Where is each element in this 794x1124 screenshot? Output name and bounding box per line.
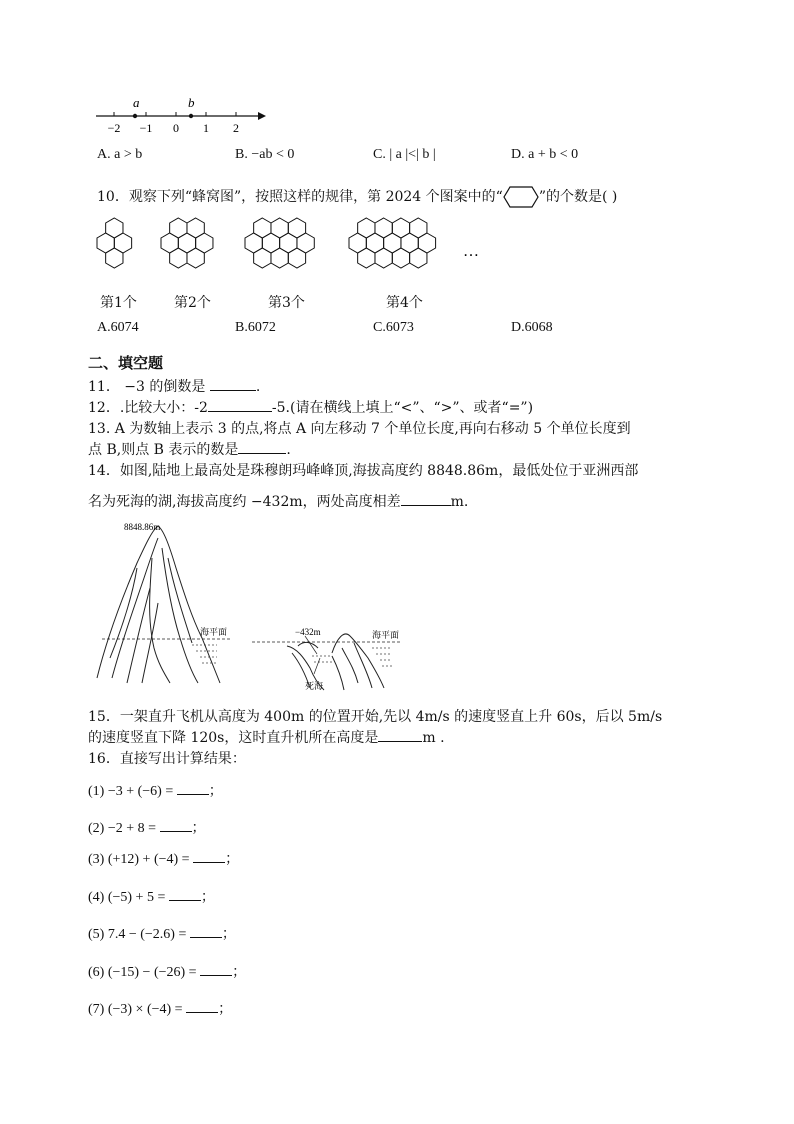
q11-text-end: . xyxy=(255,379,261,395)
q12-text-end: -5.(请在横线上填上“<”、“>”、或者“=”) xyxy=(271,400,534,416)
q16-item-text: (6) (−15) − (−26) = xyxy=(88,965,197,980)
q12-answer-blank[interactable] xyxy=(208,399,272,412)
q15-text-end: m . xyxy=(422,730,445,746)
q11-text: 11． −3 的倒数是 xyxy=(88,379,206,395)
honeycomb-figures xyxy=(85,212,505,287)
q16-item-text: (2) −2 + 8 = xyxy=(88,821,157,836)
water-hatching-right xyxy=(312,648,392,666)
q16-answer-blank[interactable] xyxy=(160,819,192,832)
section-title: 二、填空题 xyxy=(88,354,164,372)
honeycomb-figure-4 xyxy=(349,218,436,268)
q12 xyxy=(88,397,533,417)
q16-item-3 xyxy=(88,848,239,868)
q15-line1: 15．一架直升飞机从高度为 400m 的位置开始,先以 4m/s 的速度竖直上升 60s，后以 5m/s xyxy=(88,709,663,725)
q16-item-text: (1) −3 + (−6) = xyxy=(88,784,174,799)
q10-text-before: 10．观察下列“蜂窝图”，按照这样的规律，第 2024 个图案中的“ xyxy=(97,189,503,205)
q15-line2 xyxy=(88,727,445,747)
q15-text: 的速度竖直下降 120s，这时直升机所在高度是 xyxy=(88,730,379,746)
q14-text-end: m. xyxy=(450,494,469,510)
q10-option-b[interactable]: B.6072 xyxy=(235,320,276,335)
honeycomb-cell xyxy=(187,248,204,268)
q16-item-6 xyxy=(88,961,246,981)
sea-level-label-right: 海平面 xyxy=(372,630,400,640)
q13-text-end: . xyxy=(286,442,291,458)
q14-line1: 14．如图,陆地上最高处是珠穆朗玛峰峰顶,海拔高度约 8848.86m，最低处位于亚洲西部 xyxy=(88,463,639,479)
q11-answer-blank[interactable] xyxy=(210,378,256,391)
number-line-arrow xyxy=(258,112,266,120)
dead-sea-label: 死海 xyxy=(305,681,324,691)
honeycomb-figure-3 xyxy=(245,218,314,268)
q9-options xyxy=(97,147,697,167)
honeycomb-ellipsis: … xyxy=(463,243,479,260)
number-line-tick-label: 1 xyxy=(203,121,209,135)
q9-option-c[interactable]: C. | a |<| b | xyxy=(373,147,436,162)
everest-mountain xyxy=(97,526,220,683)
q9-option-d[interactable]: D. a + b < 0 xyxy=(511,147,579,162)
figure-label-1: 第1个 xyxy=(100,295,137,311)
q16-item-5 xyxy=(88,923,236,943)
q10-option-a[interactable]: A.6074 xyxy=(97,320,139,335)
point-b-label: b xyxy=(188,95,195,110)
number-line-tick-label: 2 xyxy=(233,121,239,135)
point-a-dot xyxy=(133,114,137,118)
honeycomb-figure-1 xyxy=(97,218,132,268)
q16-end-mark: ； xyxy=(232,965,247,980)
q9-option-b[interactable]: B. −ab < 0 xyxy=(235,147,295,162)
honeycomb-cell xyxy=(358,248,375,268)
q16-end-mark: ； xyxy=(208,784,223,799)
q16-item-1 xyxy=(88,780,223,800)
number-line-tick-label: 0 xyxy=(173,121,179,135)
honeycomb-cell xyxy=(375,248,392,268)
number-line-tick-label: −2 xyxy=(107,121,121,135)
honeycomb-cell xyxy=(392,248,409,268)
q10-options xyxy=(97,320,697,340)
figure-label-3: 第3个 xyxy=(268,295,305,311)
q16-item-text: (3) (+12) + (−4) = xyxy=(88,852,190,867)
figure-label-2: 第2个 xyxy=(174,295,211,311)
q16-item-text: (4) (−5) + 5 = xyxy=(88,890,166,905)
dead-sea-pointer xyxy=(314,658,320,674)
q16-item-7 xyxy=(88,998,232,1018)
q16-item-text: (7) (−3) × (−4) = xyxy=(88,1002,183,1017)
q16-item-text: (5) 7.4 − (−2.6) = xyxy=(88,927,187,942)
q14-answer-blank[interactable] xyxy=(401,493,451,506)
sea-level-label-left: 海平面 xyxy=(200,627,228,637)
q14-line2 xyxy=(88,491,468,511)
number-line-figure xyxy=(90,94,280,138)
q13-text: 点 B,则点 B 表示的数是 xyxy=(88,442,239,458)
honeycomb-cell xyxy=(254,248,271,268)
figure-label-4: 第4个 xyxy=(386,295,423,311)
number-line-tick-label: −1 xyxy=(139,121,153,135)
q13-line2 xyxy=(88,439,291,459)
q16-item-4 xyxy=(88,886,215,906)
point-b-dot xyxy=(189,114,193,118)
lake-depth-label: −432m xyxy=(295,627,321,637)
q16-intro: 16．直接写出计算结果： xyxy=(88,751,246,767)
q10-option-c[interactable]: C.6073 xyxy=(373,320,414,335)
q13-line1: 13. A 为数轴上表示 3 的点,将点 A 向左移动 7 个单位长度,再向右移动 5 个单位长度到 xyxy=(88,421,631,437)
q10-text-after: ”的个数是( ) xyxy=(538,189,618,205)
point-a-label: a xyxy=(133,95,140,110)
q16-answer-blank[interactable] xyxy=(177,782,209,795)
honeycomb-cell xyxy=(288,248,305,268)
honeycomb-cell xyxy=(170,248,187,268)
honeycomb-cell xyxy=(271,248,288,268)
q10-option-d[interactable]: D.6068 xyxy=(511,320,553,335)
peak-label: 8848.86m xyxy=(124,522,161,532)
q12-text: 12．.比较大小：-2 xyxy=(88,400,208,416)
q16-end-mark: ； xyxy=(221,927,236,942)
q15-answer-blank[interactable] xyxy=(378,729,422,742)
q16-end-mark: ； xyxy=(225,852,240,867)
q16-answer-blank[interactable] xyxy=(190,925,222,938)
honeycomb-labels xyxy=(0,292,794,312)
honeycomb-cell xyxy=(106,248,123,268)
honeycomb-cell xyxy=(410,248,427,268)
q16-end-mark: ； xyxy=(200,890,215,905)
q10-stem xyxy=(97,186,617,208)
honeycomb-figure-2 xyxy=(161,218,213,268)
q16-end-mark: ； xyxy=(218,1002,233,1017)
elevation-figure xyxy=(92,518,422,698)
q9-option-a[interactable]: A. a > b xyxy=(97,147,143,162)
hexagon-icon xyxy=(503,186,539,208)
q16-answer-blank[interactable] xyxy=(186,1000,218,1013)
q13-answer-blank[interactable] xyxy=(238,441,286,454)
q14-text: 名为死海的湖,海拔高度约 −432m，两处高度相差 xyxy=(88,494,401,510)
q16-answer-blank[interactable] xyxy=(200,963,232,976)
q16-answer-blank[interactable] xyxy=(193,850,225,863)
q16-answer-blank[interactable] xyxy=(169,888,201,901)
q11 xyxy=(88,376,260,396)
water-hatching-left xyxy=(192,645,217,663)
q16-end-mark: ； xyxy=(191,821,206,836)
q16-item-2 xyxy=(88,817,206,837)
